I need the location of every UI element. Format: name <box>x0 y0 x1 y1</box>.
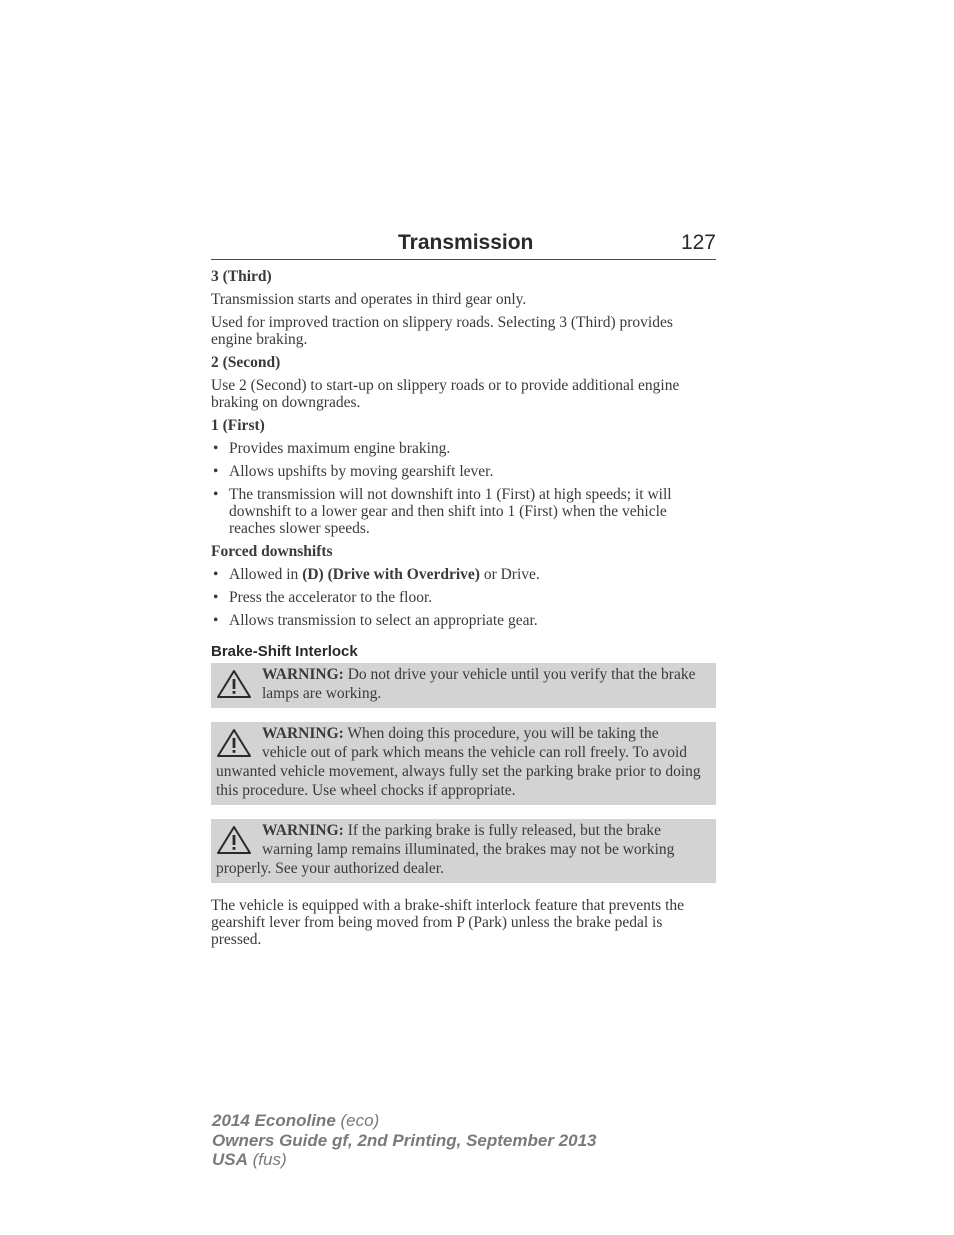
list-item: • Press the accelerator to the floor. <box>213 589 433 606</box>
warning-triangle-icon <box>216 825 252 855</box>
warning-box <box>211 722 716 805</box>
first-heading: 1 (First) <box>211 417 265 434</box>
third-paragraph-1: Transmission starts and operates in third gear only. <box>211 291 527 308</box>
warning-triangle-icon <box>216 728 252 758</box>
list-item: • Allows upshifts by moving gearshift lever. <box>213 463 494 480</box>
list-item: • The transmission will not downshift into 1 (First) at high speeds; it will downshift to a lower gear and then shift into 1 (First) when the vehicle reaches slower speeds. <box>213 486 672 537</box>
warning-box <box>211 663 716 708</box>
warning-label: WARNING: <box>262 822 344 839</box>
forced-heading: Forced downshifts <box>211 543 333 560</box>
interlock-paragraph: The vehicle is equipped with a brake-shift interlock feature that prevents the gearshift lever from being moved from P (Park) unless the brake pedal is pressed. <box>211 897 684 948</box>
list-item: • Allows transmission to select an appropriate gear. <box>213 612 538 629</box>
second-heading: 2 (Second) <box>211 354 281 371</box>
footer-line-1: 2014 Econoline (eco) <box>212 1111 380 1130</box>
third-heading: 3 (Third) <box>211 268 272 285</box>
footer-line-2: Owners Guide gf, 2nd Printing, September 2013 <box>212 1130 597 1150</box>
warning-label: WARNING: <box>262 666 344 683</box>
list-item: • Provides maximum engine braking. <box>213 440 451 457</box>
page-footer <box>212 1111 596 1170</box>
interlock-heading: Brake-Shift Interlock <box>211 643 358 660</box>
forced-bullet-list <box>211 566 716 629</box>
third-paragraph-2: Used for improved traction on slippery roads. Selecting 3 (Third) provides engine braking. <box>211 314 673 348</box>
warning-box <box>211 819 716 883</box>
page-content <box>211 268 716 954</box>
page-header <box>211 228 716 260</box>
section-title: Transmission <box>398 231 534 254</box>
warning-label: WARNING: <box>262 725 344 742</box>
first-bullet-list <box>211 440 716 537</box>
page-number: 127 <box>680 231 716 254</box>
warning-text: Do not drive your vehicle until you verify that the brake lamps are working. <box>262 666 696 702</box>
warning-text: When doing this procedure, you will be taking the vehicle out of park which means the vehicle can roll freely. To avoid unwanted vehicle movement, always fully set the parking brake prior to doing this procedure. Use wheel chocks if appropriate. <box>216 725 701 799</box>
list-item: • Allowed in (D) (Drive with Overdrive) or Drive. <box>213 566 540 583</box>
warning-text: If the parking brake is fully released, but the brake warning lamp remains illuminated, the brakes may not be working properly. See your authorized dealer. <box>216 822 675 877</box>
warning-triangle-icon <box>216 669 252 699</box>
second-paragraph: Use 2 (Second) to start-up on slippery roads or to provide additional engine braking on downgrades. <box>211 377 680 411</box>
footer-line-3: USA (fus) <box>212 1150 287 1169</box>
